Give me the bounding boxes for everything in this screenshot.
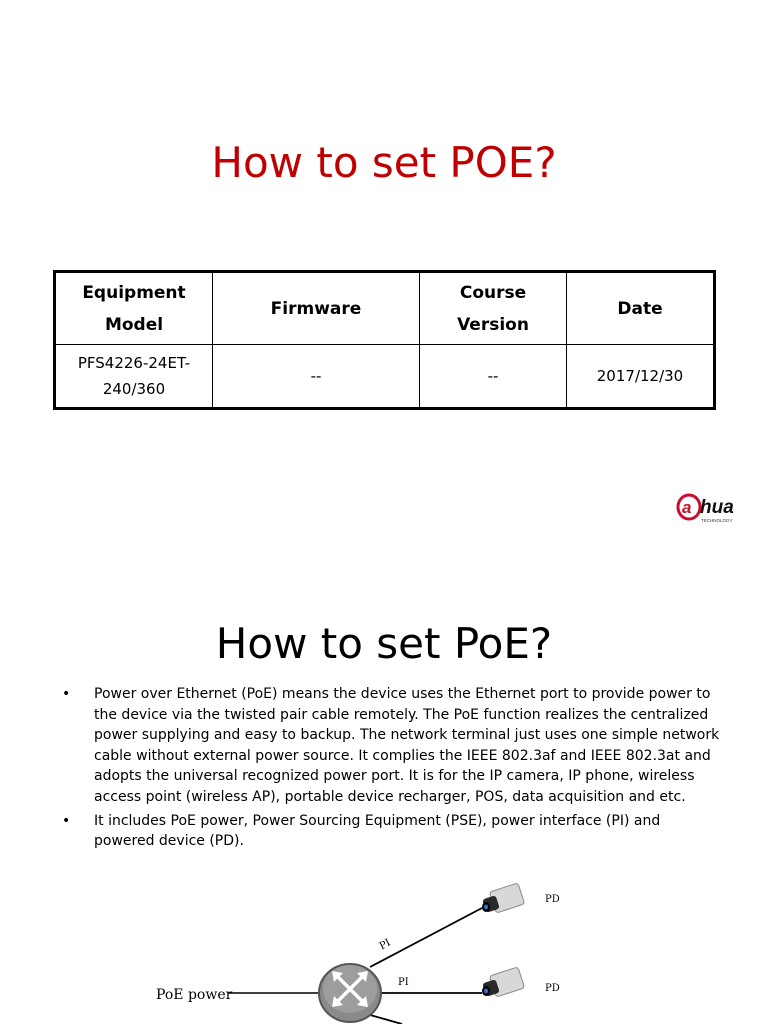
bullet-dot: • — [62, 812, 71, 829]
switch-icon — [319, 964, 381, 1022]
bullet-text: It includes PoE power, Power Sourcing Equipment (PSE), power interface (PI) and powered device (PD). — [94, 812, 661, 850]
dahua-logo — [676, 492, 752, 524]
pd-label-2: PD — [545, 983, 560, 994]
camera-icon — [482, 883, 525, 913]
cell-firmware: -- — [213, 345, 420, 408]
table-row — [56, 345, 714, 408]
poe-diagram — [140, 875, 600, 1024]
svg-text:TECHNOLOGY: TECHNOLOGY — [701, 518, 733, 523]
header-firmware: Firmware — [213, 273, 420, 345]
poe-power-label: PoE power — [156, 987, 233, 1003]
pi-label-1: PI — [377, 937, 393, 953]
slide-1-title: How to set POE? — [211, 138, 557, 187]
list-item — [62, 684, 722, 808]
svg-text:hua: hua — [700, 497, 734, 518]
cell-equipment-model: PFS4226-24ET-240/360 — [56, 345, 213, 408]
cell-date: 2017/12/30 — [567, 345, 714, 408]
bullet-dot: • — [62, 686, 71, 702]
header-course-version: Course Version — [420, 273, 567, 345]
slide-2-title: How to set PoE? — [215, 619, 553, 668]
cell-course-version: -- — [420, 345, 567, 408]
header-equipment-model: Equipment Model — [56, 273, 213, 345]
pd-label-1: PD — [545, 894, 560, 905]
course-info-table — [55, 272, 714, 408]
bullet-text: Power over Ethernet (PoE) means the device uses the Ethernet port to provide power to the device via the twisted pair cable remotely. The PoE function realizes the centralized power supplying and easy to backup. The network terminal just uses one simple network cable without external power source. It complies the IEEE 802.3af and IEEE 802.3at and adopts the universal recognized power port. It is for the IP camera, IP phone, wireless access point (wireless AP), portable device recharger, POS, data acquisition and etc. — [94, 686, 720, 805]
bullet-list — [62, 684, 722, 855]
list-item — [62, 811, 722, 852]
svg-text:a: a — [682, 498, 692, 517]
pi-label-2: PI — [398, 977, 409, 988]
camera-icon — [482, 967, 525, 997]
pi-line-3 — [370, 1015, 402, 1024]
table-header-row — [56, 273, 714, 345]
slide-2 — [0, 575, 768, 1024]
header-date: Date — [567, 273, 714, 345]
